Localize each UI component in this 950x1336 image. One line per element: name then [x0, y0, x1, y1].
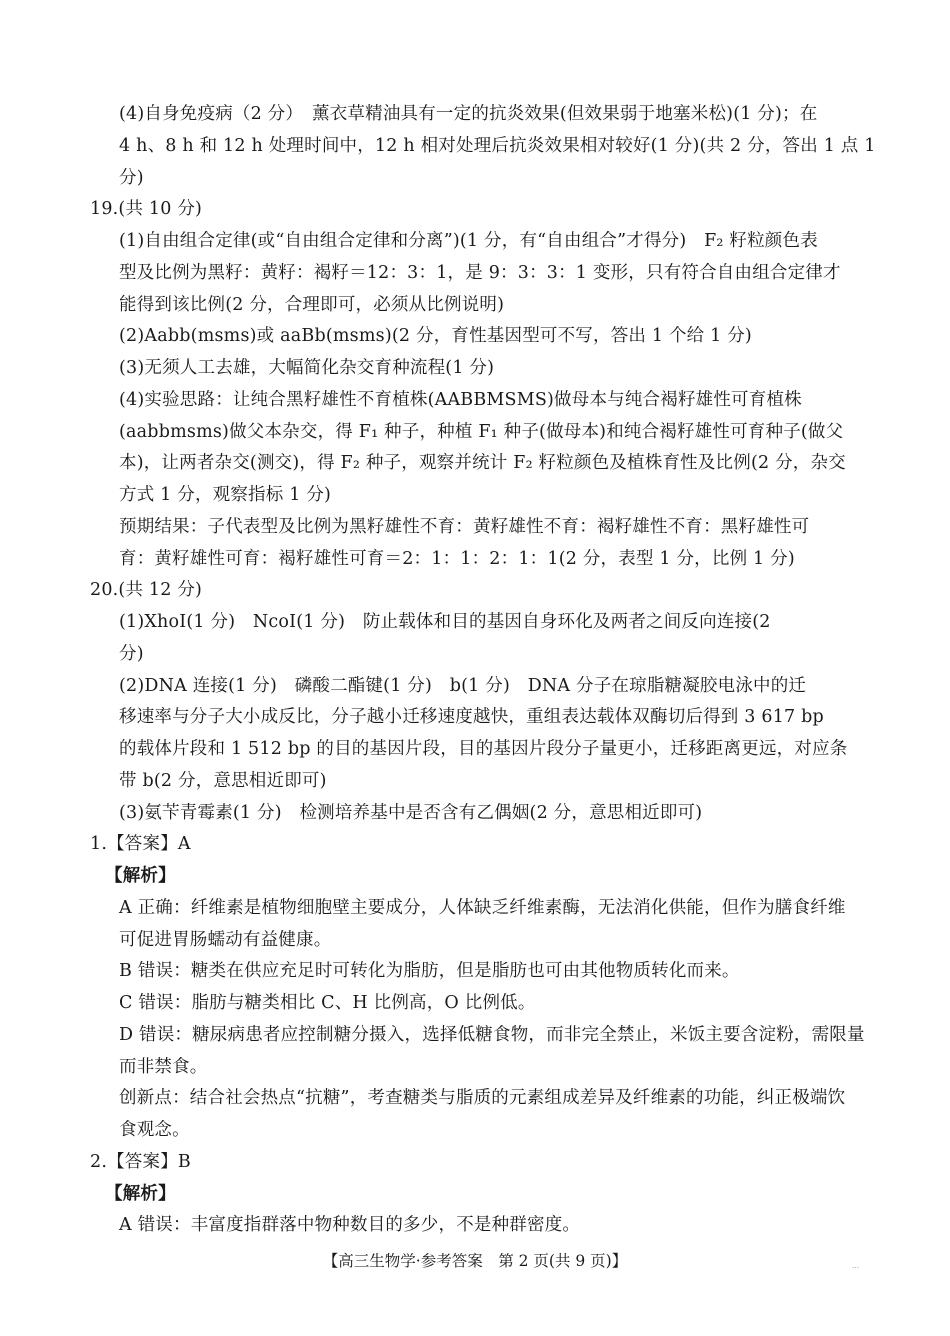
text-line: 本)，让两者杂交(测交)，得 F₂ 种子，观察并统计 F₂ 籽粒颜色及植株育性及比例(2 分，杂交	[119, 453, 846, 473]
text-line: (2)Aabb(msms)或 aaBb(msms)(2 分，育性基因型可不写，答出 1 个给 1 分)	[119, 326, 752, 346]
text-line: 移速率与分子大小成反比，分子越小迁移速度越快，重组表达载体双酶切后得到 3 617 bp	[119, 707, 824, 727]
text-line: 型及比例为黑籽：黄籽：褐籽＝12：3：1，是 9：3：3：1 变形，只有符合自由组合定律才	[119, 263, 841, 283]
text-line: 可促进胃肠蠕动有益健康。	[119, 930, 332, 950]
corner-mark: …	[852, 1262, 860, 1270]
text-line: (2)DNA 连接(1 分) 磷酸二酯键(1 分) b(1 分) DNA 分子在琼脂糖凝胶电泳中的迁	[119, 676, 807, 696]
text-line: 食观念。	[119, 1120, 190, 1140]
text-line: 带 b(2 分，意思相近即可)	[119, 771, 327, 791]
text-line: 而非禁食。	[119, 1057, 208, 1077]
text-line: 能得到该比例(2 分，合理即可，必须从比例说明)	[119, 295, 505, 315]
text-line: 的载体片段和 1 512 bp 的目的基因片段，目的基因片段分子量更小，迁移距离更远，对应条	[119, 739, 848, 759]
text-line: 分)	[119, 644, 144, 664]
text-line: 创新点：结合社会热点“抗糖”，考查糖类与脂质的元素组成差异及纤维素的功能，纠正极端饮	[119, 1088, 846, 1108]
text-line: A 正确：纤维素是植物细胞壁主要成分，人体缺乏纤维素酶，无法消化供能，但作为膳食纤维	[119, 898, 846, 918]
answer-heading-1: 1.【答案】A	[90, 834, 191, 854]
question-heading-20: 20.(共 12 分)	[90, 580, 203, 600]
text-line: 育：黄籽雄性可育：褐籽雄性可育＝2：1：1：2：1：1(2 分，表型 1 分，比例 1 分)	[119, 549, 795, 569]
text-line: D 错误：糖尿病患者应控制糖分摄入，选择低糖食物，而非完全禁止，米饭主要含淀粉，需限量	[119, 1025, 865, 1045]
text-line: (1)XhoⅠ(1 分) NcoⅠ(1 分) 防止载体和目的基因自身环化及两者之间反向连接(2	[119, 612, 771, 632]
text-line: (1)自由组合定律(或“自由组合定律和分离”)(1 分，有“自由组合”才得分) F₂ 籽粒颜色表	[119, 231, 818, 251]
text-line: (aabbmsms)做父本杂交，得 F₁ 种子，种植 F₁ 种子(做母本)和纯合褐籽雄性可育种子(做父	[119, 422, 844, 442]
answer-heading-2: 2.【答案】B	[90, 1152, 191, 1172]
text-line: C 错误：脂肪与糖类相比 C、H 比例高，O 比例低。	[119, 993, 536, 1013]
question-heading-19: 19.(共 10 分)	[90, 199, 203, 219]
text-line: 方式 1 分，观察指标 1 分)	[119, 485, 332, 505]
text-line: B 错误：糖类在供应充足时可转化为脂肪，但是脂肪也可由其他物质转化而来。	[119, 961, 740, 981]
text-line: (3)氨苄青霉素(1 分) 检测培养基中是否含有乙偶姻(2 分，意思相近即可)	[119, 803, 703, 823]
text-line: (3)无须人工去雄，大幅简化杂交育种流程(1 分)	[119, 358, 495, 378]
text-line: 4 h、8 h 和 12 h 处理时间中，12 h 相对处理后抗炎效果相对较好(1 分)(共 2 分，答出 1 点 1	[119, 136, 876, 156]
page-footer: 【高三生物学·参考答案 第 2 页(共 9 页)】	[322, 1252, 628, 1270]
analysis-heading: 【解析】	[105, 866, 176, 886]
text-line: 分)	[119, 168, 144, 188]
text-line: (4)实验思路：让纯合黑籽雄性不育植株(AABBMSMS)做母本与纯合褐籽雄性可育植株	[119, 390, 802, 410]
text-line: A 错误：丰富度指群落中物种数目的多少，不是种群密度。	[119, 1215, 581, 1235]
text-line: 预期结果：子代表型及比例为黑籽雄性不育：黄籽雄性不育：褐籽雄性不育：黑籽雄性可	[119, 517, 810, 537]
analysis-heading: 【解析】	[105, 1184, 176, 1204]
text-line: (4)自身免疫病（2 分） 薰衣草精油具有一定的抗炎效果(但效果弱于地塞米松)(1 分)；在	[119, 104, 818, 124]
